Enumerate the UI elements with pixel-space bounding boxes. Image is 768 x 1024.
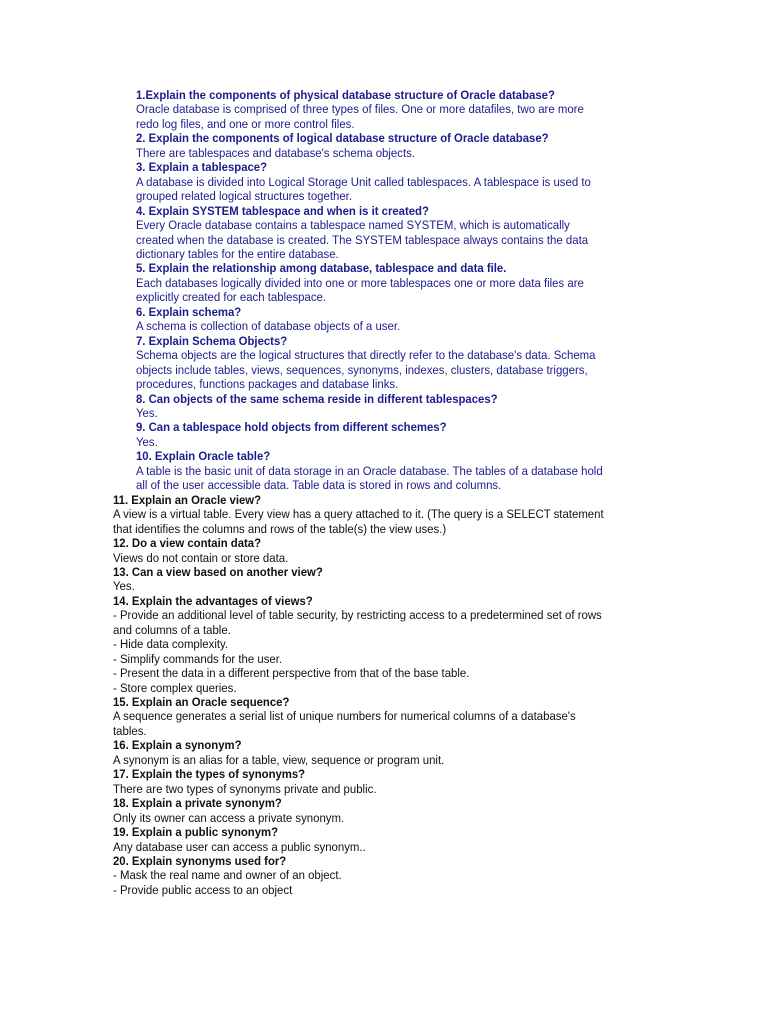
answer-17: There are two types of synonyms private and public.	[113, 781, 377, 796]
question-15: 15. Explain an Oracle sequence?	[113, 695, 290, 710]
qa-item-15	[0, 695, 661, 738]
qa-item-10	[0, 449, 656, 492]
question-10: 10. Explain Oracle table?	[136, 449, 271, 464]
qa-item-17	[0, 767, 661, 796]
answer-2: There are tablespaces and database's schema objects.	[136, 145, 416, 160]
question-13: 13. Can a view based on another view?	[113, 564, 323, 579]
question-16: 16. Explain a synonym?	[113, 738, 242, 753]
answer-4: Every Oracle database contains a tablespace named SYSTEM, which is automatically created when the database is created. The SYSTEM tablespace always contains the data dictionary tables for the entire database.	[136, 218, 589, 261]
question-12: 12. Do a view contain data?	[113, 536, 262, 551]
question-14: 14. Explain the advantages of views?	[113, 593, 313, 608]
question-17: 17. Explain the types of synonyms?	[113, 767, 306, 782]
answer-19: Any database user can access a public synonym..	[113, 839, 366, 854]
answer-15: A sequence generates a serial list of unique numbers for numerical columns of a database's tables.	[113, 709, 576, 738]
qa-item-3	[0, 160, 656, 203]
qa-item-5	[0, 261, 656, 304]
qa-item-14	[0, 594, 661, 695]
answer-3: A database is divided into Logical Storage Unit called tablespaces. A tablespace is used to grouped related logical structures together.	[136, 174, 591, 204]
answer-16: A synonym is an alias for a table, view, sequence or program unit.	[113, 752, 445, 767]
answer-12: Views do not contain or store data.	[113, 550, 289, 565]
qa-item-20	[0, 854, 661, 897]
question-7: 7. Explain Schema Objects?	[136, 333, 288, 348]
qa-item-12	[0, 536, 661, 565]
question-19: 19. Explain a public synonym?	[113, 825, 279, 840]
qa-item-1	[0, 88, 656, 131]
question-6: 6. Explain schema?	[136, 304, 242, 319]
qa-item-16	[0, 738, 661, 767]
question-2: 2. Explain the components of logical database structure of Oracle database?	[136, 131, 549, 146]
document-page	[0, 88, 768, 897]
answer-10: A table is the basic unit of data storage in an Oracle database. The tables of a database hold all of the user accessible data. Table data is stored in rows and columns.	[136, 463, 603, 493]
answer-1: Oracle database is comprised of three types of files. One or more datafiles, two are more redo log files, and one or more control files.	[136, 102, 584, 131]
question-18: 18. Explain a private synonym?	[113, 796, 282, 811]
answer-18: Only its owner can access a private synonym.	[113, 810, 345, 825]
qa-item-13	[0, 565, 661, 594]
answer-9: Yes.	[136, 434, 158, 449]
question-9: 9. Can a tablespace hold objects from different schemes?	[136, 420, 447, 435]
qa-item-4	[0, 204, 656, 262]
question-11: 11. Explain an Oracle view?	[113, 492, 262, 507]
answer-6: A schema is collection of database objects of a user.	[136, 319, 401, 334]
answer-7: Schema objects are the logical structures that directly refer to the database's data. Schema objects include tables, views, sequences, synonyms, indexes, clusters, database triggers, procedures, functions packages and database links.	[136, 348, 596, 392]
question-1: 1.Explain the components of physical database structure of Oracle database?	[136, 88, 555, 102]
question-5: 5. Explain the relationship among database, tablespace and data file.	[136, 261, 507, 276]
question-4: 4. Explain SYSTEM tablespace and when is it created?	[136, 203, 429, 218]
answer-14: - Provide an additional level of table security, by restricting access to a predetermined set of rows and columns of a table. - Hide data complexity. - Simplify commands for the user. - Present the data in a different perspective from that of the base table. - Store complex queries.	[113, 608, 602, 695]
qa-item-18	[0, 796, 661, 825]
question-20: 20. Explain synonyms used for?	[113, 854, 287, 869]
qa-item-7	[0, 334, 656, 392]
answer-5: Each databases logically divided into one or more tablespaces one or more data files are explicitly created for each tablespace.	[136, 275, 584, 305]
answer-20: - Mask the real name and owner of an object. - Provide public access to an object	[113, 868, 342, 897]
answer-8: Yes.	[136, 405, 158, 420]
qa-item-2	[0, 131, 656, 160]
qa-item-8	[0, 392, 656, 421]
qa-item-19	[0, 825, 661, 854]
answer-11: A view is a virtual table. Every view has a query attached to it. (The query is a SELECT statement that identifies the columns and rows of the table(s) the view uses.)	[113, 507, 604, 536]
answer-13: Yes.	[113, 579, 135, 594]
qa-item-9	[0, 420, 656, 449]
qa-item-6	[0, 305, 656, 334]
question-3: 3. Explain a tablespace?	[136, 160, 268, 175]
qa-item-11	[0, 493, 661, 536]
question-8: 8. Can objects of the same schema reside in different tablespaces?	[136, 391, 498, 406]
